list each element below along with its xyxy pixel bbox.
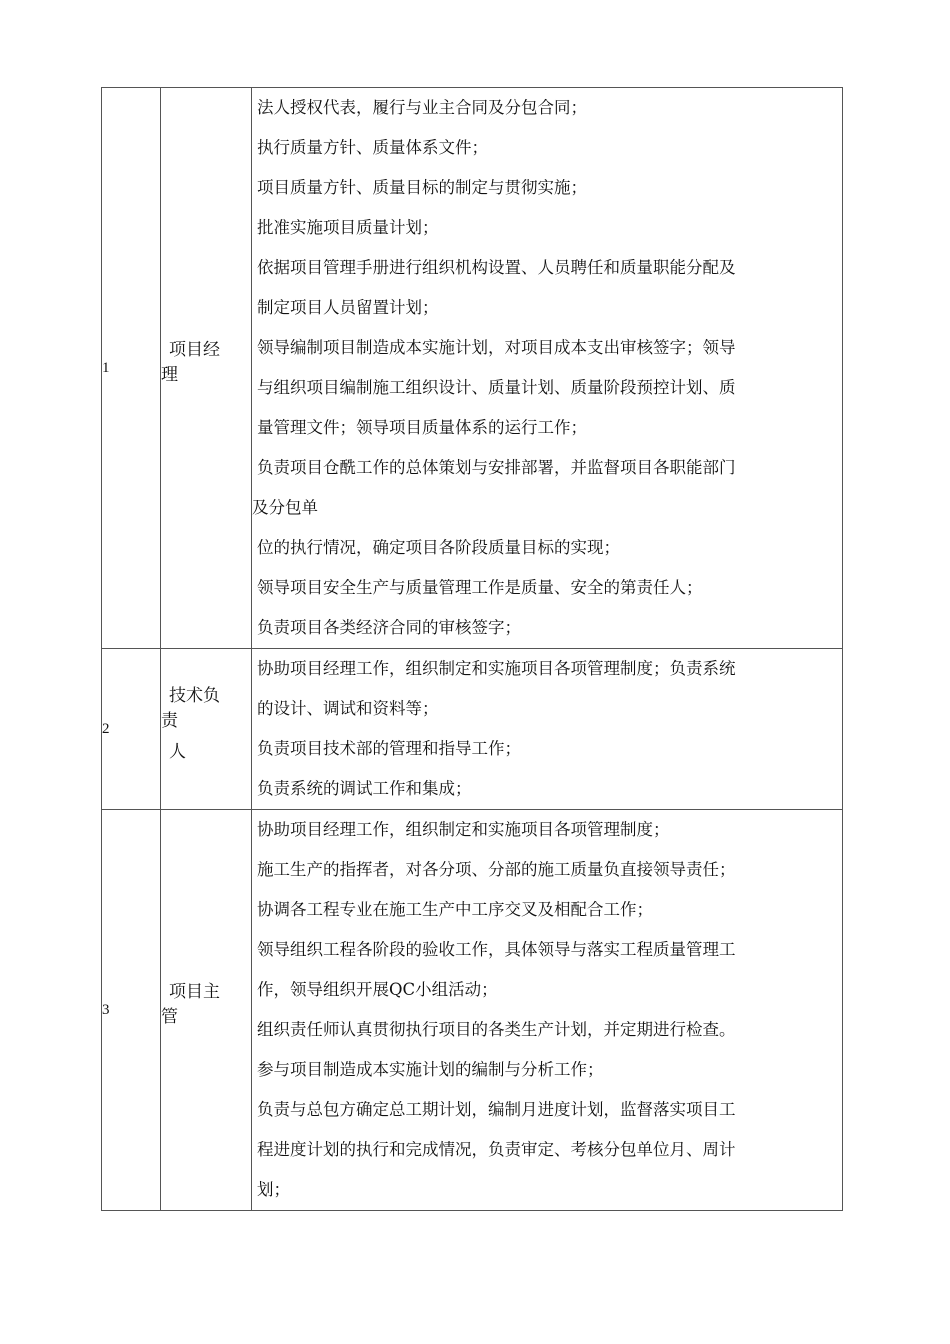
role-line: 项目经	[169, 340, 220, 360]
role-line: 管	[161, 1007, 178, 1027]
row-number: 1	[102, 88, 161, 649]
duty-line: 及分包单	[252, 498, 318, 517]
duty-line: 负责项目各类经济合同的审核签字；	[257, 618, 521, 637]
duty-line: 领导编制项目制造成本实施计划，对项目成本支出审核签字；领导	[257, 338, 736, 357]
duty-line: 的设计、调试和资料等；	[257, 699, 439, 718]
table-row	[102, 810, 843, 1211]
duty-line: 作，领导组织开展QC小组活动；	[257, 980, 498, 999]
duty-line: 与组织项目编制施工组织设计、质量计划、质量阶段预控计划、质	[257, 378, 736, 397]
duty-line: 领导项目安全生产与质量管理工作是质量、安全的第责任人；	[257, 578, 703, 597]
duty-line: 法人授权代表，履行与业主合同及分包合同；	[257, 98, 587, 117]
duty-line: 制定项目人员留置计划；	[257, 298, 439, 317]
table-row	[102, 649, 843, 810]
duty-line: 执行质量方针、质量体系文件；	[257, 138, 488, 157]
duty-line: 依据项目管理手册进行组织机构设置、人员聘任和质量职能分配及	[257, 258, 736, 277]
role-cell	[161, 88, 252, 649]
duty-line: 划；	[257, 1180, 290, 1199]
duty-line: 协助项目经理工作，组织制定和实施项目各项管理制度；	[257, 820, 670, 839]
role-line: 人	[169, 741, 186, 762]
duties-cell	[252, 649, 843, 810]
role-line: 技术负	[169, 685, 220, 706]
duty-line: 量管理文件；领导项目质量体系的运行工作；	[257, 418, 587, 437]
role-line: 项目主	[169, 982, 220, 1002]
table-row	[102, 88, 843, 649]
duty-line: 负责系统的调试工作和集成；	[257, 779, 472, 798]
duty-line: 批准实施项目质量计划；	[257, 218, 439, 237]
duties-cell	[252, 88, 843, 649]
duty-line: 施工生产的指挥者，对各分项、分部的施工质量负直接领导责任；	[257, 860, 736, 879]
duty-line: 位的执行情况，确定项目各阶段质量目标的实现；	[257, 538, 620, 557]
duty-line: 负责项目仓酰工作的总体策划与安排部署，并监督项目各职能部门	[257, 458, 736, 477]
duties-cell	[252, 810, 843, 1211]
duty-line: 参与项目制造成本实施计划的编制与分析工作；	[257, 1060, 604, 1079]
responsibility-table	[101, 87, 843, 1211]
duty-line: 领导组织工程各阶段的验收工作，具体领导与落实工程质量管理工	[257, 940, 736, 959]
duty-line: 协调各工程专业在施工生产中工序交叉及相配合工作；	[257, 900, 653, 919]
role-line: 理	[161, 365, 178, 385]
role-cell	[161, 649, 252, 810]
role-line: 责	[161, 710, 178, 731]
duty-line: 程进度计划的执行和完成情况，负责审定、考核分包单位月、周计	[257, 1140, 736, 1159]
duty-line: 负责项目技术部的管理和指导工作；	[257, 739, 521, 758]
duty-line: 项目质量方针、质量目标的制定与贯彻实施；	[257, 178, 587, 197]
duty-line: 组织责任师认真贯彻执行项目的各类生产计划，并定期进行检查。	[257, 1020, 736, 1039]
role-cell	[161, 810, 252, 1211]
row-number: 2	[102, 649, 161, 810]
duty-line: 协助项目经理工作，组织制定和实施项目各项管理制度；负责系统	[257, 659, 736, 678]
row-number: 3	[102, 810, 161, 1211]
duty-line: 负责与总包方确定总工期计划，编制月进度计划，监督落实项目工	[257, 1100, 736, 1119]
